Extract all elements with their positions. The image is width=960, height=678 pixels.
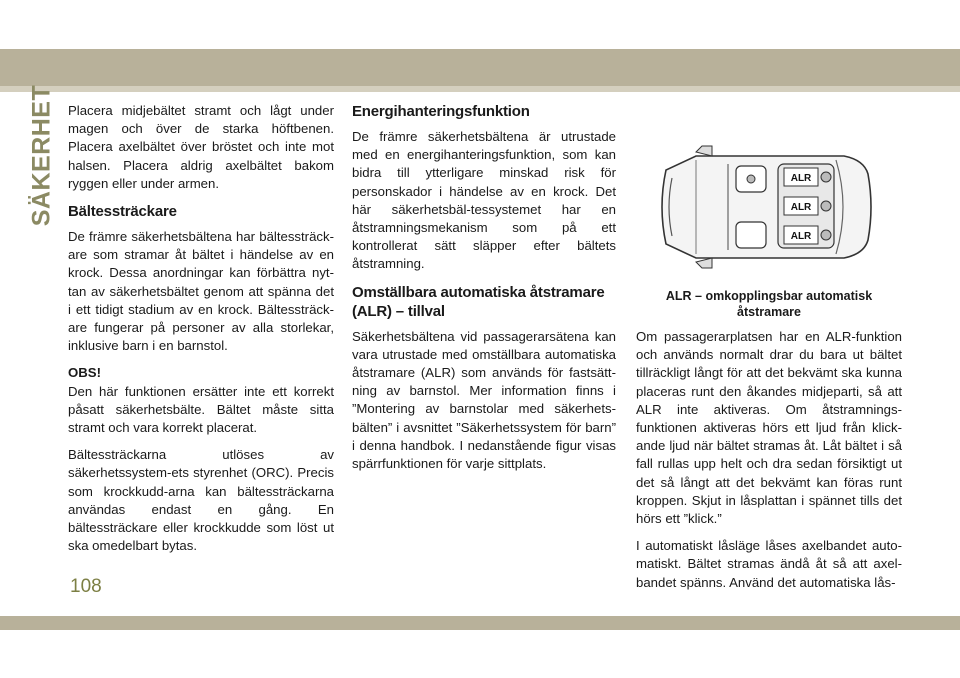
header-band-light (0, 86, 960, 92)
heading-alr: Omställbara automatiska åtstramare (ALR) – tillval (352, 283, 605, 320)
paragraph-lap-belt: Placera midjebältet stramt och lågt under magen och över de starka höftbenen. Placera axelbältet över bröstet och inte mot halsen. Placera aldrig axelbältet bakom ryggen eller under armen. (68, 103, 334, 191)
column-left (68, 102, 334, 564)
paragraph-pretensioners: De främre säkerhetsbältena har bältessträck-are som stramar åt bältet i händelse av en krock. Dessa anordningar kan förbättra nyt-tan av säkerhetsbältet genom att spänna det i ett tidigt stadium av en krock. Bältessträck-are fungerar på personer av alla storlekar, inklusive barn i en barnstol. (68, 229, 334, 354)
section-tab (27, 84, 57, 226)
footer-band (0, 616, 960, 630)
paragraph-automatic-lock: I automatiskt låsläge låses axelbandet auto-matiskt. Bältet stramas ändå åt så att axel-bandet spänns. Använd det automatiska lås- (636, 538, 902, 590)
note-label: OBS! (68, 365, 101, 381)
column-middle (352, 102, 616, 482)
paragraph-alr: Säkerhetsbältena vid passagerarsätena kan vara utrustade med omställbara automatiska åtstramare (ALR) som används för fastsätt-ning av barnstol. Mer information finns i ”Montering av barnstolar med säkerhets-bälten” i avsnittet ”Säkerhetssystem för barn” i denna handbok. I nedanstående figur visas spärrfunktionen för varje sittplats. (352, 328, 616, 472)
paragraph-orc: Bältessträckarna utlöses av säkerhetssystem-ets styrenhet (ORC). Precis som krockkudd-arna kan bältessträckarna användas endast en gång. En bältessträckare eller krockkudde som löst ut ska omedelbart bytas. (68, 447, 334, 554)
paragraph-energy-management: De främre säkerhetsbältena är utrustade med en energihanteringsfunktion, som kan bidra till ytterligare minskad risk för personskador i händelse av en krock. Det här säkerhetsbäl-tessystemet har en åtstramningsmekanism som på ett kontrollerat sätt släpper efter bältets åtstramning. (352, 129, 616, 272)
alr-label-1: ALR (790, 173, 812, 184)
figure-caption: ALR – omkopplingsbar automatisk åtstramare (665, 289, 873, 319)
section-tab-label: SÄKERHET (27, 84, 56, 226)
vehicle-top-view-illustration (636, 130, 902, 285)
column-right (636, 328, 902, 601)
alr-label-3: ALR (790, 231, 812, 242)
page-number: 108 (70, 576, 102, 597)
vehicle-top-view-figure (636, 130, 902, 285)
paragraph-alr-usage: Om passagerarplatsen har en ALR-funktion och används normalt drar du bara ut bältet tillräckligt långt för att det bekvämt ska kunna placeras runt den åkandes midjeparti, så att ALR inte aktiveras. Om åtstramnings-funktionen aktiveras hörs ett ljud från klick-ande ljud när bältet stramas åt. Låt bältet i så fall rullas upp helt och dra sedan försiktigt ut det så långt att det bekvämt kan föras runt kroppen. Skjut in låsplattan i spännet tills det hörs ett ”klick.” (636, 329, 902, 527)
alr-label-2: ALR (790, 202, 812, 213)
heading-energy-management: Energihanteringsfunktion (352, 103, 530, 120)
header-band (0, 49, 960, 86)
note-text: Den här funktionen ersätter inte ett korrekt påsatt säkerhetsbälte. Bältet måste sitta stramt och vara korrekt placerat. (68, 383, 334, 436)
heading-pretensioners: Bältessträckare (68, 203, 177, 221)
